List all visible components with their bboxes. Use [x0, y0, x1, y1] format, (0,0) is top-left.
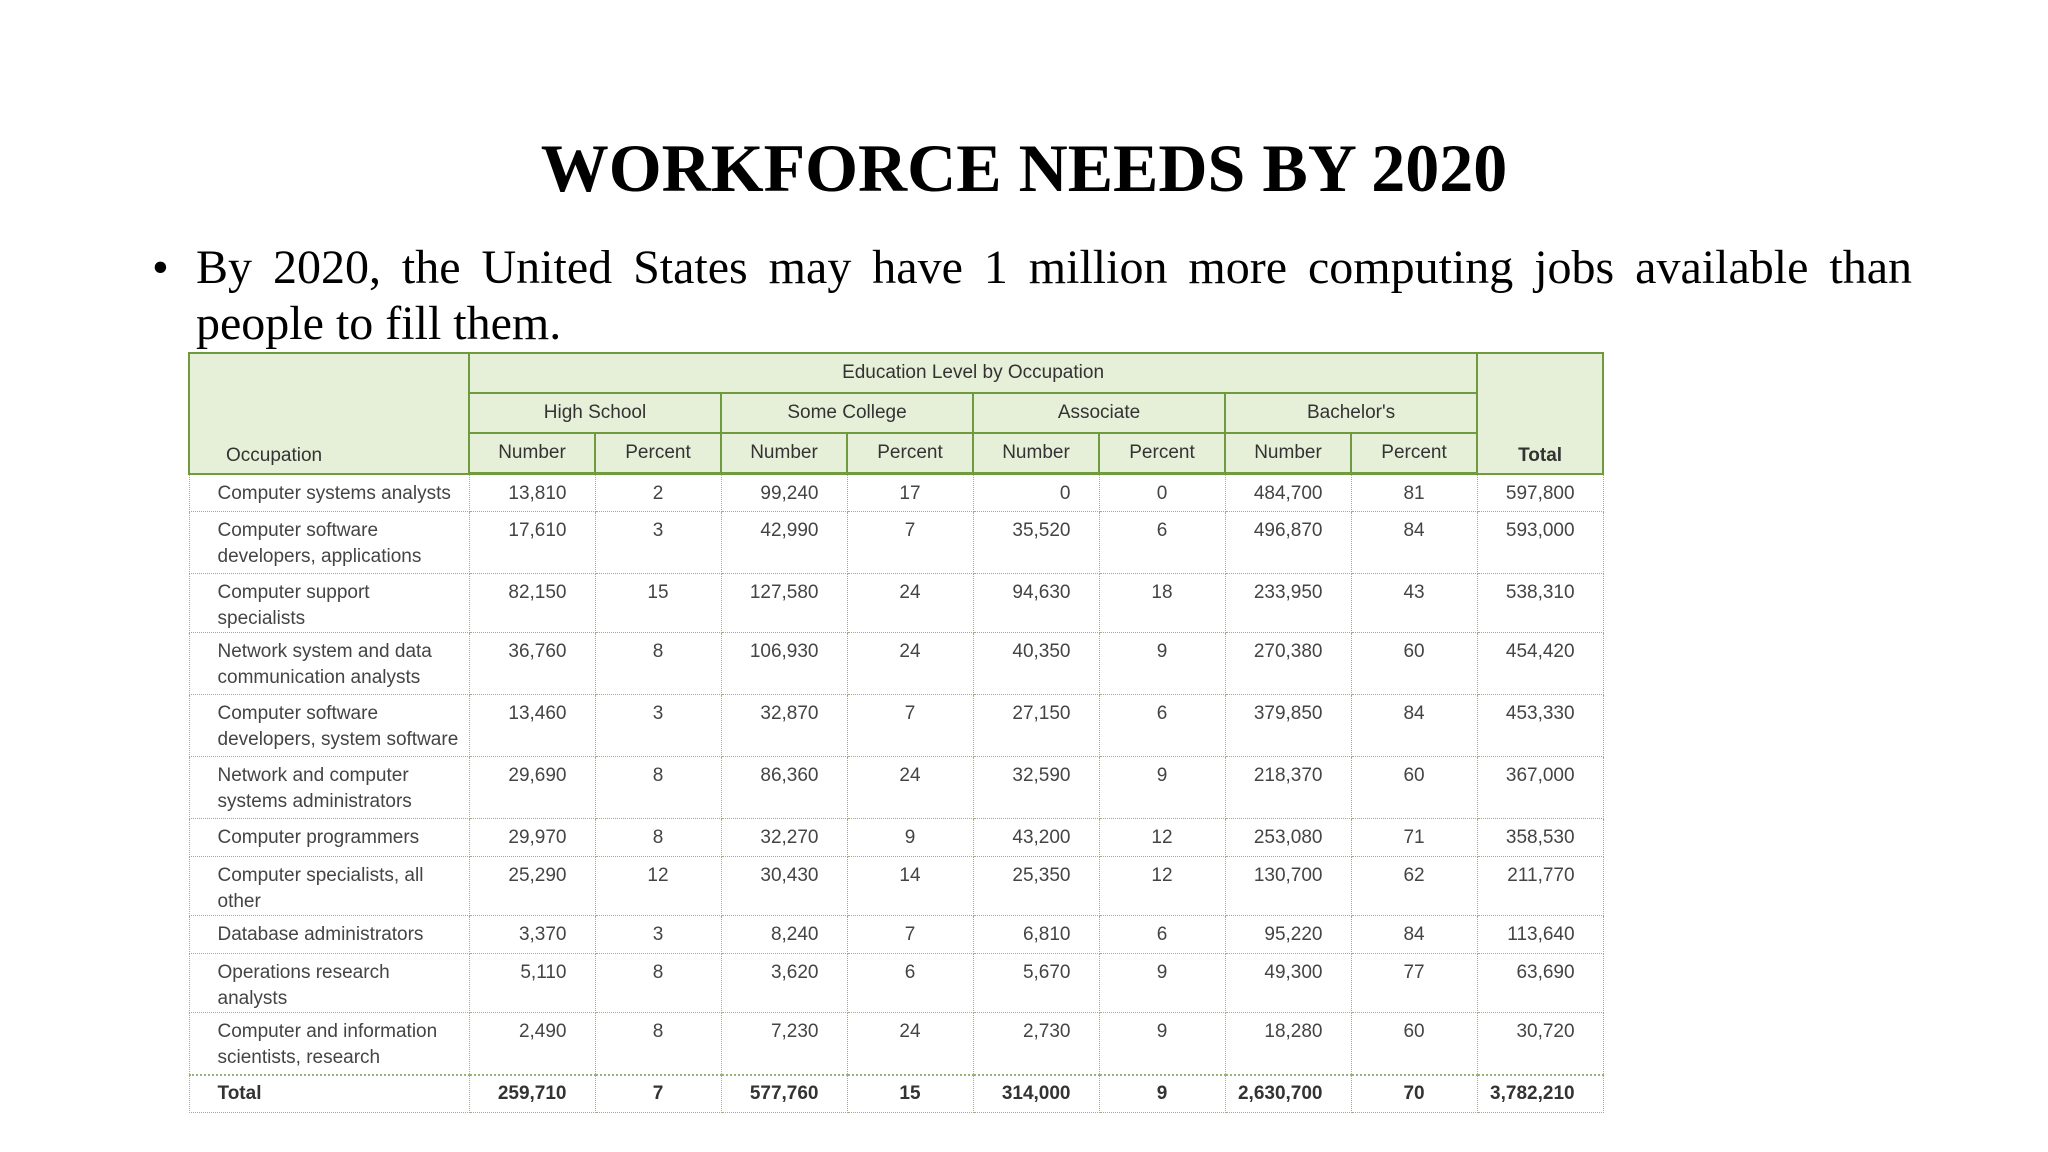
associate-percent-cell: 9 — [1099, 1075, 1225, 1113]
associate-number-cell: 314,000 — [973, 1075, 1099, 1113]
high-school-percent-cell: 3 — [595, 916, 721, 954]
high-school-number-cell: 36,760 — [469, 633, 595, 695]
sub-header-percent: Percent — [847, 433, 973, 474]
some-college-number-cell: 8,240 — [721, 916, 847, 954]
high-school-number-cell: 25,290 — [469, 857, 595, 916]
some-college-number-cell: 32,870 — [721, 695, 847, 757]
level-header-associate: Associate — [973, 393, 1225, 433]
bachelors-number-cell: 484,700 — [1225, 474, 1351, 512]
bachelors-percent-cell: 60 — [1351, 757, 1477, 819]
associate-number-cell: 27,150 — [973, 695, 1099, 757]
total-cell: 63,690 — [1477, 954, 1603, 1013]
some-college-percent-cell: 17 — [847, 474, 973, 512]
high-school-number-cell: 29,690 — [469, 757, 595, 819]
some-college-number-cell: 3,620 — [721, 954, 847, 1013]
some-college-percent-cell: 24 — [847, 574, 973, 633]
bachelors-percent-cell: 84 — [1351, 695, 1477, 757]
occupation-cell: Operations research analysts — [189, 954, 469, 1013]
some-college-percent-cell: 7 — [847, 512, 973, 574]
level-header-bachelors: Bachelor's — [1225, 393, 1477, 433]
occupation-cell: Total — [189, 1075, 469, 1113]
bachelors-percent-cell: 84 — [1351, 916, 1477, 954]
associate-number-cell: 25,350 — [973, 857, 1099, 916]
table-row — [189, 916, 1603, 954]
high-school-number-cell: 29,970 — [469, 819, 595, 857]
total-cell: 358,530 — [1477, 819, 1603, 857]
education-table — [188, 352, 1604, 1113]
total-cell: 113,640 — [1477, 916, 1603, 954]
high-school-percent-cell: 12 — [595, 857, 721, 916]
some-college-percent-cell: 6 — [847, 954, 973, 1013]
sub-header-number: Number — [973, 433, 1099, 474]
sub-header-percent: Percent — [1351, 433, 1477, 474]
associate-number-cell: 2,730 — [973, 1013, 1099, 1075]
bachelors-number-cell: 379,850 — [1225, 695, 1351, 757]
sub-header-number: Number — [1225, 433, 1351, 474]
some-college-number-cell: 32,270 — [721, 819, 847, 857]
associate-percent-cell: 9 — [1099, 954, 1225, 1013]
total-row — [189, 1075, 1603, 1113]
associate-percent-cell: 9 — [1099, 1013, 1225, 1075]
occupation-cell: Computer systems analysts — [189, 474, 469, 512]
bachelors-percent-cell: 43 — [1351, 574, 1477, 633]
high-school-percent-cell: 8 — [595, 633, 721, 695]
associate-percent-cell: 9 — [1099, 757, 1225, 819]
some-college-percent-cell: 14 — [847, 857, 973, 916]
associate-percent-cell: 12 — [1099, 857, 1225, 916]
high-school-number-cell: 17,610 — [469, 512, 595, 574]
occupation-cell: Network system and data communication analysts — [189, 633, 469, 695]
bachelors-percent-cell: 60 — [1351, 633, 1477, 695]
total-cell: 454,420 — [1477, 633, 1603, 695]
bachelors-number-cell: 2,630,700 — [1225, 1075, 1351, 1113]
table-row — [189, 757, 1603, 819]
high-school-number-cell: 3,370 — [469, 916, 595, 954]
total-cell: 597,800 — [1477, 474, 1603, 512]
level-header-high-school: High School — [469, 393, 721, 433]
table-row — [189, 857, 1603, 916]
occupation-cell: Computer software developers, applications — [189, 512, 469, 574]
occupation-cell: Computer specialists, all other — [189, 857, 469, 916]
associate-number-cell: 35,520 — [973, 512, 1099, 574]
bachelors-number-cell: 18,280 — [1225, 1013, 1351, 1075]
level-header-some-college: Some College — [721, 393, 973, 433]
associate-number-cell: 32,590 — [973, 757, 1099, 819]
some-college-percent-cell: 24 — [847, 1013, 973, 1075]
total-cell: 3,782,210 — [1477, 1075, 1603, 1113]
table-row — [189, 633, 1603, 695]
occupation-cell: Network and computer systems administrators — [189, 757, 469, 819]
total-cell: 367,000 — [1477, 757, 1603, 819]
table-body — [189, 474, 1603, 1113]
bachelors-number-cell: 130,700 — [1225, 857, 1351, 916]
associate-percent-cell: 6 — [1099, 916, 1225, 954]
bachelors-number-cell: 270,380 — [1225, 633, 1351, 695]
total-cell: 211,770 — [1477, 857, 1603, 916]
associate-number-cell: 5,670 — [973, 954, 1099, 1013]
table-row — [189, 1013, 1603, 1075]
bullet-text: By 2020, the United States may have 1 million more computing jobs available than people to fill them. — [196, 241, 1912, 350]
some-college-number-cell: 7,230 — [721, 1013, 847, 1075]
occupation-cell: Computer software developers, system software — [189, 695, 469, 757]
bachelors-percent-cell: 60 — [1351, 1013, 1477, 1075]
high-school-number-cell: 259,710 — [469, 1075, 595, 1113]
some-college-number-cell: 106,930 — [721, 633, 847, 695]
high-school-percent-cell: 8 — [595, 757, 721, 819]
bachelors-percent-cell: 84 — [1351, 512, 1477, 574]
high-school-number-cell: 2,490 — [469, 1013, 595, 1075]
bachelors-number-cell: 49,300 — [1225, 954, 1351, 1013]
education-table-image — [188, 352, 1594, 1104]
bullet-marker: • — [152, 241, 169, 294]
associate-number-cell: 6,810 — [973, 916, 1099, 954]
high-school-percent-cell: 8 — [595, 1013, 721, 1075]
slide-title: WORKFORCE NEEDS BY 2020 — [540, 130, 1508, 206]
bullet-point — [152, 240, 1912, 352]
sub-header-number: Number — [721, 433, 847, 474]
high-school-percent-cell: 8 — [595, 819, 721, 857]
some-college-number-cell: 30,430 — [721, 857, 847, 916]
table-row — [189, 695, 1603, 757]
table-row — [189, 512, 1603, 574]
high-school-percent-cell: 7 — [595, 1075, 721, 1113]
some-college-percent-cell: 7 — [847, 916, 973, 954]
table-row — [189, 819, 1603, 857]
associate-percent-cell: 9 — [1099, 633, 1225, 695]
high-school-number-cell: 82,150 — [469, 574, 595, 633]
bachelors-percent-cell: 81 — [1351, 474, 1477, 512]
associate-number-cell: 40,350 — [973, 633, 1099, 695]
sub-header-percent: Percent — [595, 433, 721, 474]
bachelors-number-cell: 218,370 — [1225, 757, 1351, 819]
group-header: Education Level by Occupation — [469, 353, 1477, 393]
bachelors-percent-cell: 77 — [1351, 954, 1477, 1013]
sub-header-percent: Percent — [1099, 433, 1225, 474]
sub-header-number: Number — [469, 433, 595, 474]
associate-number-cell: 43,200 — [973, 819, 1099, 857]
occupation-cell: Database administrators — [189, 916, 469, 954]
occupation-cell: Computer support specialists — [189, 574, 469, 633]
table-row — [189, 954, 1603, 1013]
high-school-number-cell: 13,810 — [469, 474, 595, 512]
table-row — [189, 474, 1603, 512]
associate-percent-cell: 12 — [1099, 819, 1225, 857]
some-college-number-cell: 99,240 — [721, 474, 847, 512]
occupation-header: Occupation — [189, 353, 469, 474]
high-school-percent-cell: 3 — [595, 695, 721, 757]
high-school-percent-cell: 15 — [595, 574, 721, 633]
some-college-percent-cell: 15 — [847, 1075, 973, 1113]
bachelors-number-cell: 253,080 — [1225, 819, 1351, 857]
total-cell: 453,330 — [1477, 695, 1603, 757]
bachelors-number-cell: 233,950 — [1225, 574, 1351, 633]
some-college-number-cell: 127,580 — [721, 574, 847, 633]
associate-percent-cell: 6 — [1099, 512, 1225, 574]
high-school-percent-cell: 3 — [595, 512, 721, 574]
occupation-cell: Computer and information scientists, research — [189, 1013, 469, 1075]
total-cell: 593,000 — [1477, 512, 1603, 574]
high-school-number-cell: 13,460 — [469, 695, 595, 757]
some-college-percent-cell: 9 — [847, 819, 973, 857]
some-college-percent-cell: 24 — [847, 633, 973, 695]
bachelors-number-cell: 496,870 — [1225, 512, 1351, 574]
occupation-cell: Computer programmers — [189, 819, 469, 857]
some-college-number-cell: 42,990 — [721, 512, 847, 574]
high-school-percent-cell: 8 — [595, 954, 721, 1013]
bachelors-percent-cell: 71 — [1351, 819, 1477, 857]
bachelors-number-cell: 95,220 — [1225, 916, 1351, 954]
total-cell: 30,720 — [1477, 1013, 1603, 1075]
bachelors-percent-cell: 70 — [1351, 1075, 1477, 1113]
high-school-number-cell: 5,110 — [469, 954, 595, 1013]
some-college-percent-cell: 24 — [847, 757, 973, 819]
high-school-percent-cell: 2 — [595, 474, 721, 512]
associate-number-cell: 0 — [973, 474, 1099, 512]
associate-number-cell: 94,630 — [973, 574, 1099, 633]
some-college-number-cell: 577,760 — [721, 1075, 847, 1113]
associate-percent-cell: 18 — [1099, 574, 1225, 633]
associate-percent-cell: 6 — [1099, 695, 1225, 757]
total-cell: 538,310 — [1477, 574, 1603, 633]
associate-percent-cell: 0 — [1099, 474, 1225, 512]
some-college-percent-cell: 7 — [847, 695, 973, 757]
some-college-number-cell: 86,360 — [721, 757, 847, 819]
total-header: Total — [1477, 353, 1603, 474]
bachelors-percent-cell: 62 — [1351, 857, 1477, 916]
table-row — [189, 574, 1603, 633]
